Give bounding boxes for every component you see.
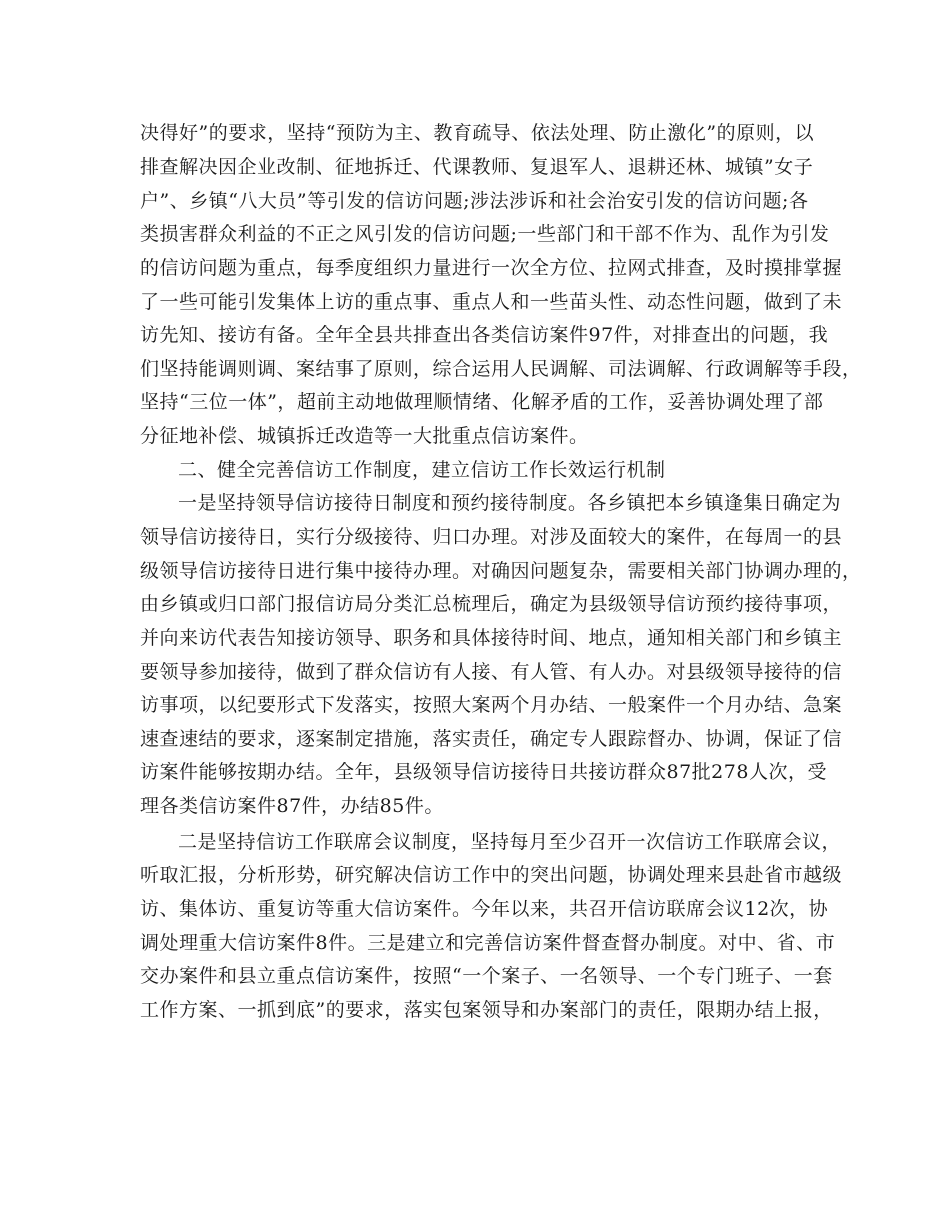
paragraph-line: 访先知、接访有备。全年全县共排查出各类信访案件97件，对排查出的问题，我 xyxy=(140,324,829,346)
paragraph-line: 类损害群众利益的不正之风引发的信访问题;一些部门和干部不作为、乱作为引发 xyxy=(140,223,830,245)
paragraph-line: 理各类信访案件87件，办结85件。 xyxy=(140,795,444,817)
paragraph-line: 要领导参加接待，做到了群众信访有人接、有人管、有人办。对县级领导接待的信 xyxy=(140,661,843,683)
paragraph-line: 决得好”的要求，坚持“预防为主、教育疏导、依法处理、防止激化”的原则，以 xyxy=(140,122,815,144)
paragraph-line: 由乡镇或归口部门报信访局分类汇总梳理后，确定为县级领导信访预约接待事项， xyxy=(140,593,843,615)
section-heading: 二、健全完善信访工作制度，建立信访工作长效运行机制 xyxy=(178,459,666,481)
paragraph-line: 领导信访接待日，实行分级接待、归口办理。对涉及面较大的案件，在每周一的县 xyxy=(140,526,843,548)
paragraph-line: 一是坚持领导信访接待日制度和预约接待制度。各乡镇把本乡镇逢集日确定为 xyxy=(178,492,842,514)
paragraph-line: 访、集体访、重复访等重大信访案件。今年以来，共召开信访联席会议12次，协 xyxy=(140,898,829,920)
paragraph-line: 户”、乡镇“八大员”等引发的信访问题;涉法涉诉和社会治安引发的信访问题;各 xyxy=(140,190,809,212)
paragraph-line: 速查速结的要求，逐案制定措施，落实责任，确定专人跟踪督办、协调，保证了信 xyxy=(140,728,843,750)
paragraph-line: 访案件能够按期办结。全年，县级领导信访接待日共接访群众87批278人次，受 xyxy=(140,761,827,783)
paragraph-line: 分征地补偿、城镇拆迁改造等一大批重点信访案件。 xyxy=(140,425,589,447)
paragraph-line: 了一些可能引发集体上访的重点事、重点人和一些苗头性、动态性问题，做到了未 xyxy=(140,291,843,313)
paragraph-line: 访事项，以纪要形式下发落实，按照大案两个月办结、一般案件一个月办结、急案 xyxy=(140,694,843,716)
paragraph-line: 并向来访代表告知接访领导、职务和具体接待时间、地点，通知相关部门和乡镇主 xyxy=(140,627,843,649)
paragraph-line: 调处理重大信访案件8件。三是建立和完善信访案件督查督办制度。对中、省、市 xyxy=(140,932,836,954)
paragraph-line: 交办案件和县立重点信访案件，按照“一个案子、一名领导、一个专门班子、一套 xyxy=(140,965,833,987)
paragraph-line: 工作方案、一抓到底”的要求，落实包案领导和办案部门的责任，限期办结上报， xyxy=(140,999,833,1021)
paragraph-line: 坚持“三位一体”，超前主动地做理顺情绪、化解矛盾的工作，妥善协调处理了部 xyxy=(140,391,824,413)
paragraph-line: 排查解决因企业改制、征地拆迁、代课教师、复退军人、退耕还林、城镇”女子 xyxy=(140,156,814,178)
paragraph-line: 们坚持能调则调、案结事了原则，综合运用人民调解、司法调解、行政调解等手段， xyxy=(140,358,862,380)
paragraph-line: 听取汇报，分析形势，研究解决信访工作中的突出问题，协调处理来县赴省市越级 xyxy=(140,864,843,886)
paragraph-line: 级领导信访接待日进行集中接待办理。对确因问题复杂，需要相关部门协调办理的， xyxy=(140,560,862,582)
paragraph-line: 的信访问题为重点，每季度组织力量进行一次全方位、拉网式排查，及时摸排掌握 xyxy=(140,257,843,279)
paragraph-line: 二是坚持信访工作联席会议制度，坚持每月至少召开一次信访工作联席会议， xyxy=(178,831,842,853)
